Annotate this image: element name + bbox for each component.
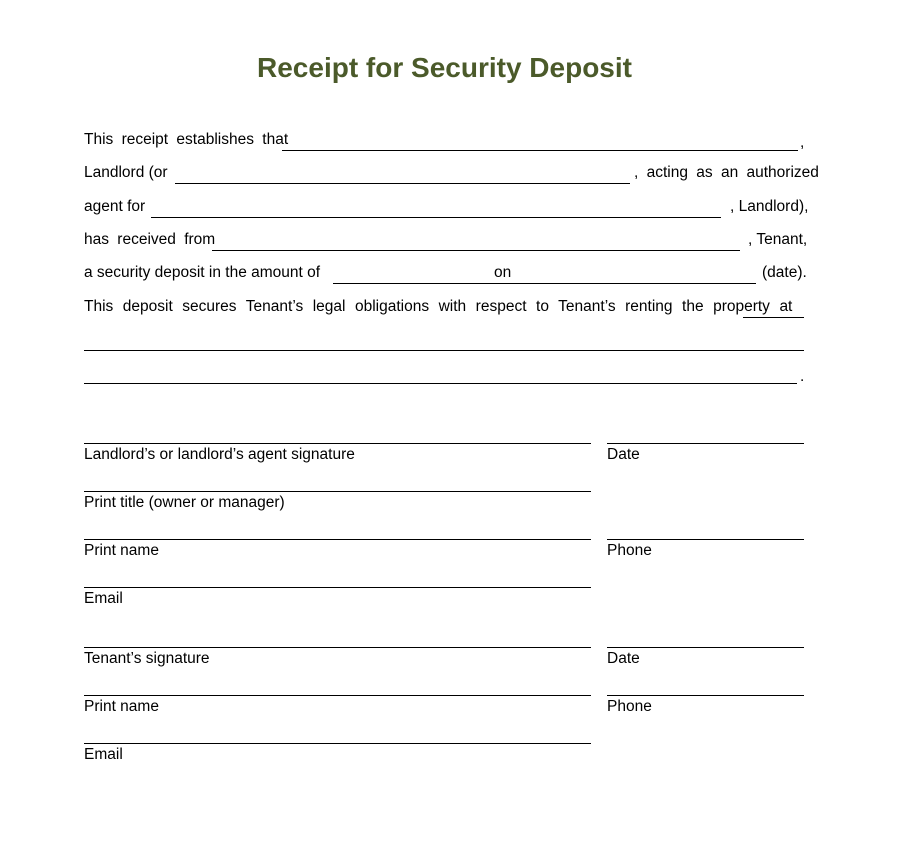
address-period: . [800,368,805,385]
landlord-text: , Landlord), [730,198,809,215]
landlord-print-title-line[interactable] [84,491,591,492]
has-received-text: has received from [84,231,216,248]
landlord-print-title-label: Print title (owner or manager) [84,494,285,511]
landlord-print-name-line[interactable] [84,539,591,540]
landlord-print-name-label: Print name [84,542,159,559]
line1-comma: , [800,134,805,151]
landlord-date-label: Date [607,446,640,463]
property-address-field-1[interactable] [743,317,804,318]
document-title: Receipt for Security Deposit [257,52,632,83]
landlord-phone-label: Phone [607,542,652,559]
tenant-phone-line[interactable] [607,695,804,696]
deposit-amount-text: a security deposit in the amount of [84,264,321,281]
deposit-secures-text: This deposit secures Tenant’s legal obligations with respect to Tenant’s renting the property at [84,298,793,315]
landlord-or-text: Landlord (or [84,164,168,181]
date-text: (date). [762,264,807,281]
agent-name-field[interactable] [175,183,630,184]
tenant-signature-line[interactable] [84,647,591,648]
receipt-establishes-text: This receipt establishes that [84,131,289,148]
property-address-field-3[interactable] [84,383,797,384]
landlord-email-label: Email [84,590,123,607]
on-text: on [494,264,512,281]
tenant-date-label: Date [607,650,640,667]
tenant-text: , Tenant, [748,231,808,248]
property-address-field-2[interactable] [84,350,804,351]
tenant-name-field[interactable] [212,250,740,251]
landlord-name-field[interactable] [282,150,798,151]
tenant-signature-label: Tenant’s signature [84,650,210,667]
landlord-signature-line[interactable] [84,443,591,444]
landlord-date-line[interactable] [607,443,804,444]
deposit-amount-field[interactable] [333,283,756,284]
agent-for-text: agent for [84,198,146,215]
tenant-print-name-line[interactable] [84,695,591,696]
landlord-signature-label: Landlord’s or landlord’s agent signature [84,446,355,463]
agent-for-field[interactable] [151,217,721,218]
tenant-email-label: Email [84,746,123,763]
tenant-date-line[interactable] [607,647,804,648]
landlord-phone-line[interactable] [607,539,804,540]
acting-authorized-text: , acting as an authorized [634,164,819,181]
tenant-print-name-label: Print name [84,698,159,715]
tenant-phone-label: Phone [607,698,652,715]
landlord-email-line[interactable] [84,587,591,588]
tenant-email-line[interactable] [84,743,591,744]
